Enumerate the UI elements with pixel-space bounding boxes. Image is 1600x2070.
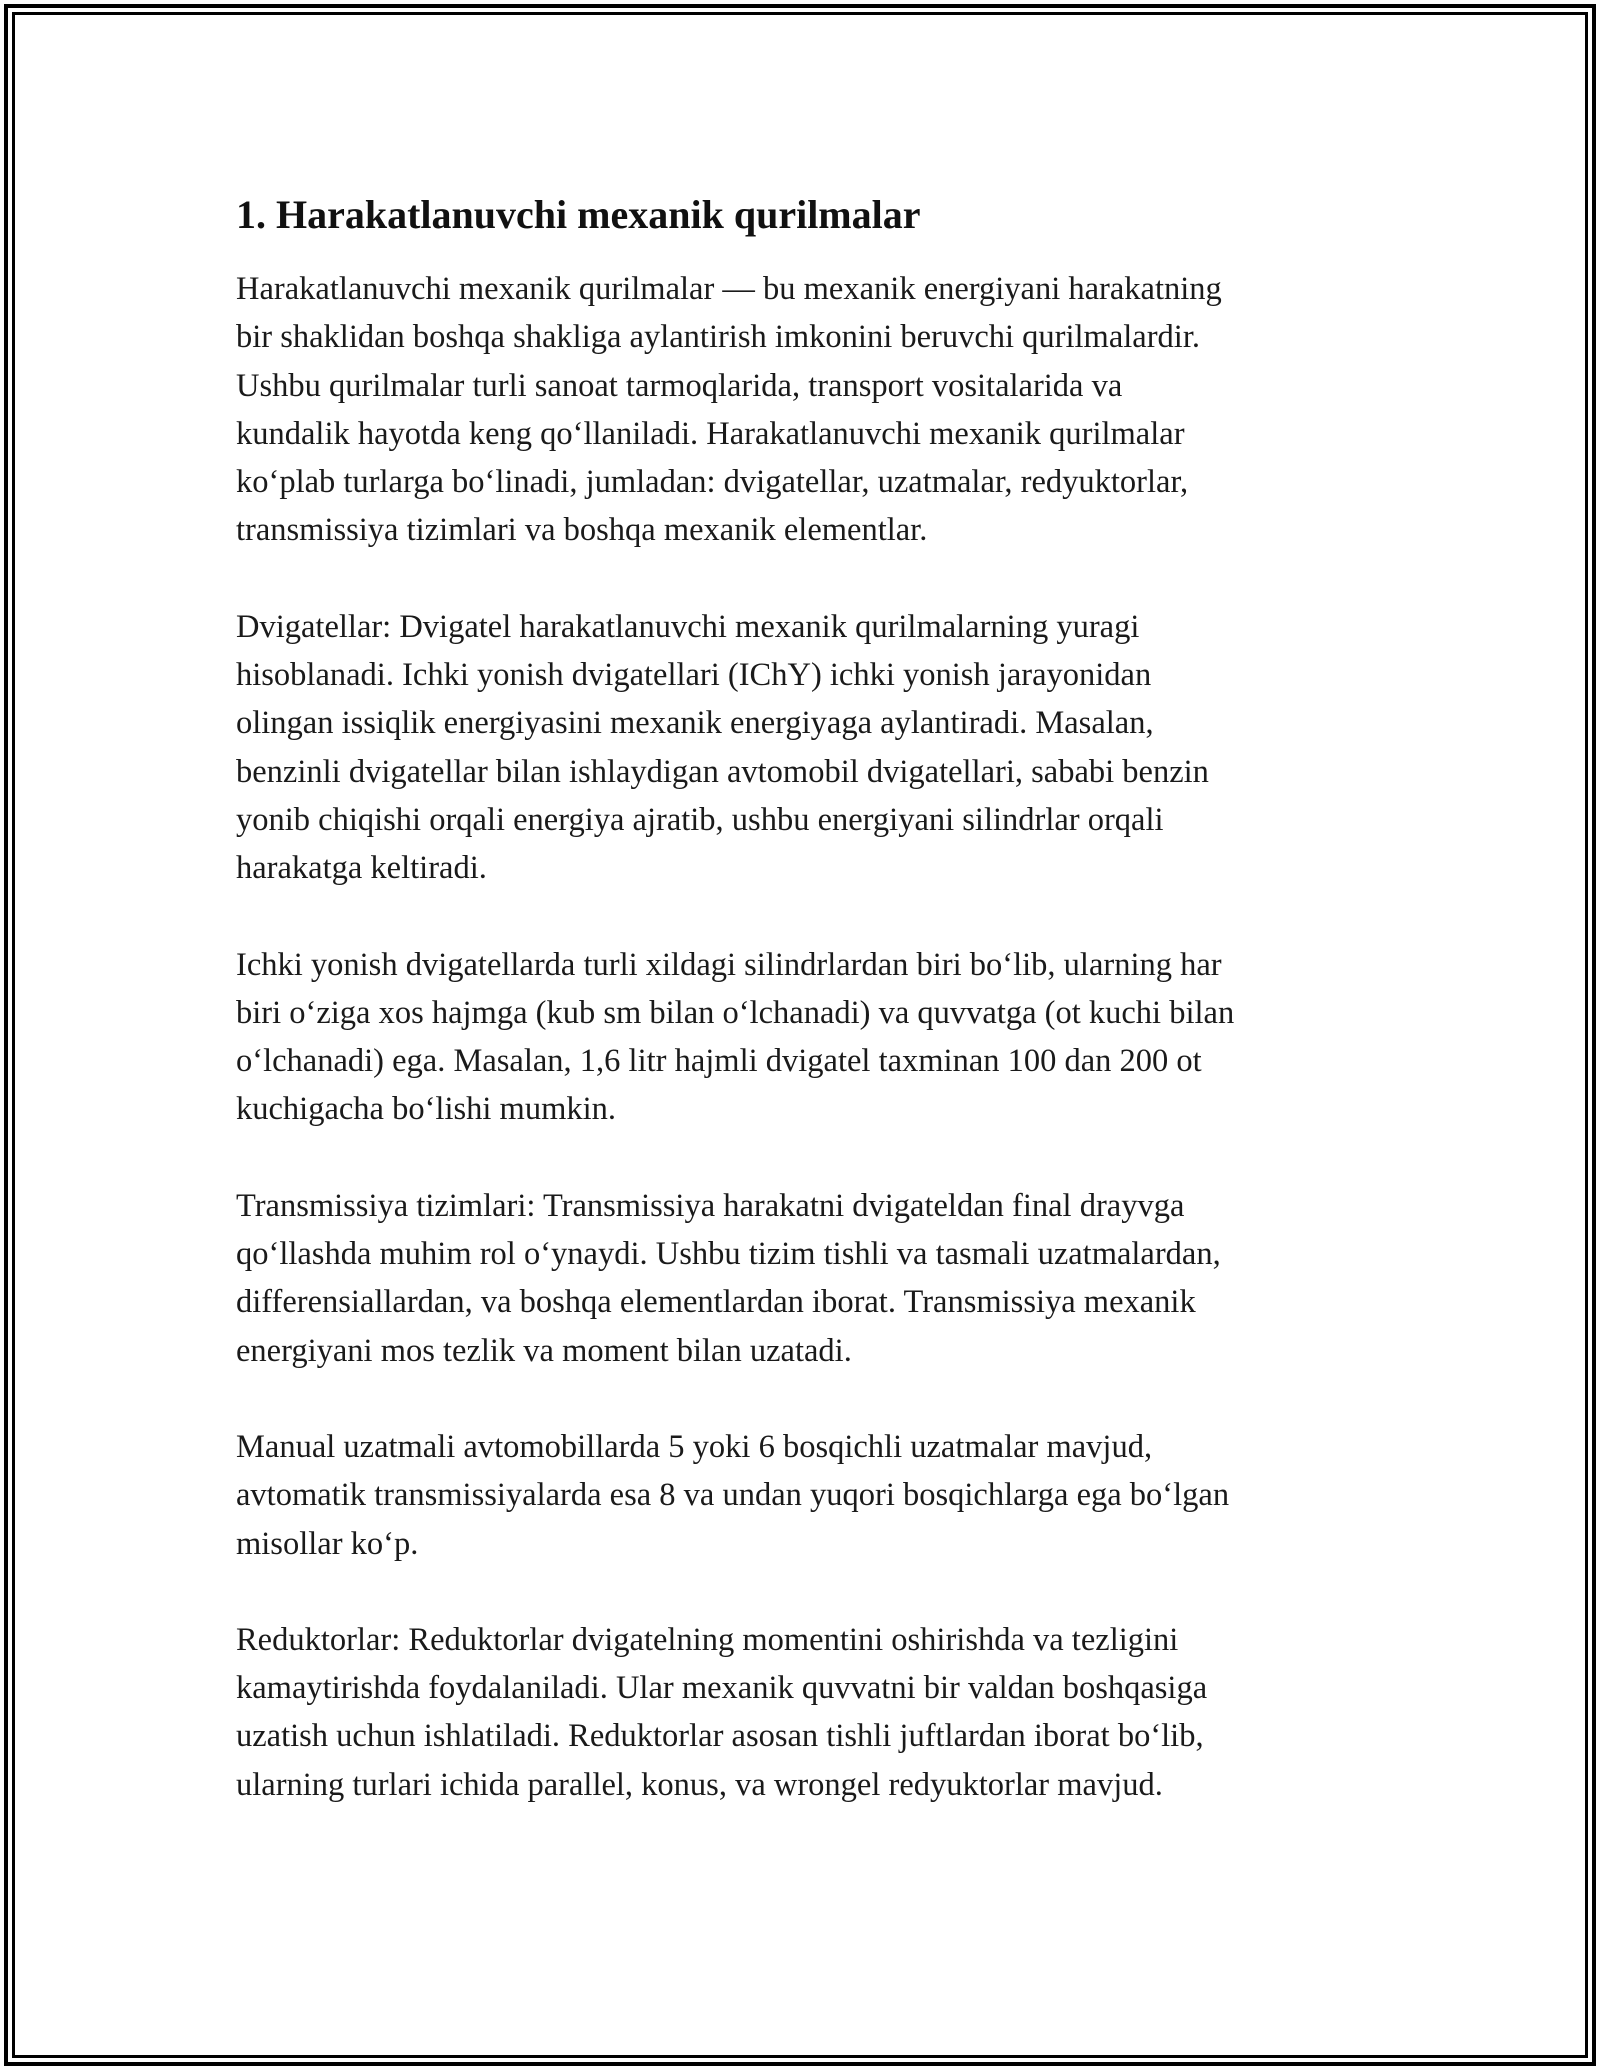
text-line: biri o‘ziga xos hajmga (kub sm bilan o‘lchanadi) va quvvatga (ot kuchi bilan — [236, 994, 1235, 1031]
text-line: yonib chiqishi orqali energiya ajratib, ushbu energiyani silindrlar orqali — [236, 801, 1164, 838]
paragraph-engines — [236, 603, 1376, 893]
paragraph-reducers — [236, 1616, 1376, 1809]
paragraph-intro — [236, 265, 1376, 555]
text-line: hisoblanadi. Ichki yonish dvigatellari (IChY) ichki yonish jarayonidan — [236, 657, 1152, 694]
text-line: differensiallardan, va boshqa elementlardan iborat. Transmissiya mexanik — [236, 1284, 1196, 1321]
text-line: avtomatik transmissiyalarda esa 8 va undan yuqori bosqichlarga ega bo‘lgan — [236, 1477, 1230, 1514]
text-line: Reduktorlar: Reduktorlar dvigatelning momentini oshirishda va tezligini — [236, 1621, 1179, 1658]
text-line: ularning turlari ichida parallel, konus, va wrongel redyuktorlar mavjud. — [236, 1766, 1163, 1803]
text-line: Ushbu qurilmalar turli sanoat tarmoqlarida, transport vositalarida va — [236, 367, 1123, 404]
document-body — [236, 186, 1376, 1857]
text-line: bir shaklidan boshqa shakliga aylantirish imkonini beruvchi qurilmalardir. — [236, 319, 1200, 356]
text-line: kamaytirishda foydalaniladi. Ular mexanik quvvatni bir valdan boshqasiga — [236, 1670, 1208, 1707]
text-line: olingan issiqlik energiyasini mexanik energiyaga aylantiradi. Masalan, — [236, 705, 1154, 742]
paragraph-cylinders — [236, 941, 1376, 1134]
text-line: Harakatlanuvchi mexanik qurilmalar — bu mexanik energiyani harakatning — [236, 271, 1222, 307]
text-line: harakatga keltiradi. — [236, 850, 487, 887]
text-line: uzatish uchun ishlatiladi. Reduktorlar asosan tishli juftlardan iborat bo‘lib, — [236, 1718, 1204, 1755]
text-line: transmissiya tizimlari va boshqa mexanik elementlar. — [236, 512, 928, 549]
text-line: energiyani mos tezlik va moment bilan uzatadi. — [236, 1332, 852, 1369]
section-heading: 1. Harakatlanuvchi mexanik qurilmalar — [236, 192, 921, 237]
text-line: misollar ko‘p. — [236, 1525, 419, 1562]
text-line: Transmissiya tizimlari: Transmissiya harakatni dvigateldan final drayvga — [236, 1187, 1185, 1224]
text-line: Dvigatellar: Dvigatel harakatlanuvchi mexanik qurilmalarning yuragi — [236, 608, 1140, 645]
paragraph-transmission — [236, 1182, 1376, 1375]
text-line: kundalik hayotda keng qo‘llaniladi. Harakatlanuvchi mexanik qurilmalar — [236, 415, 1185, 452]
text-line: benzinli dvigatellar bilan ishlaydigan avtomobil dvigatellari, sababi benzin — [236, 753, 1209, 790]
text-line: kuchigacha bo‘lishi mumkin. — [236, 1091, 617, 1128]
text-line: o‘lchanadi) ega. Masalan, 1,6 litr hajmli dvigatel taxminan 100 dan 200 ot — [236, 1043, 1202, 1080]
text-line: qo‘llashda muhim rol o‘ynaydi. Ushbu tizim tishli va tasmali uzatmalardan, — [236, 1236, 1221, 1273]
text-line: Ichki yonish dvigatellarda turli xildagi silindrlardan biri bo‘lib, ularning har — [236, 946, 1222, 983]
text-line: ko‘plab turlarga bo‘linadi, jumladan: dvigatellar, uzatmalar, redyuktorlar, — [236, 464, 1189, 501]
paragraph-gearbox — [236, 1423, 1376, 1568]
text-line: Manual uzatmali avtomobillarda 5 yoki 6 bosqichli uzatmalar mavjud, — [236, 1428, 1153, 1465]
